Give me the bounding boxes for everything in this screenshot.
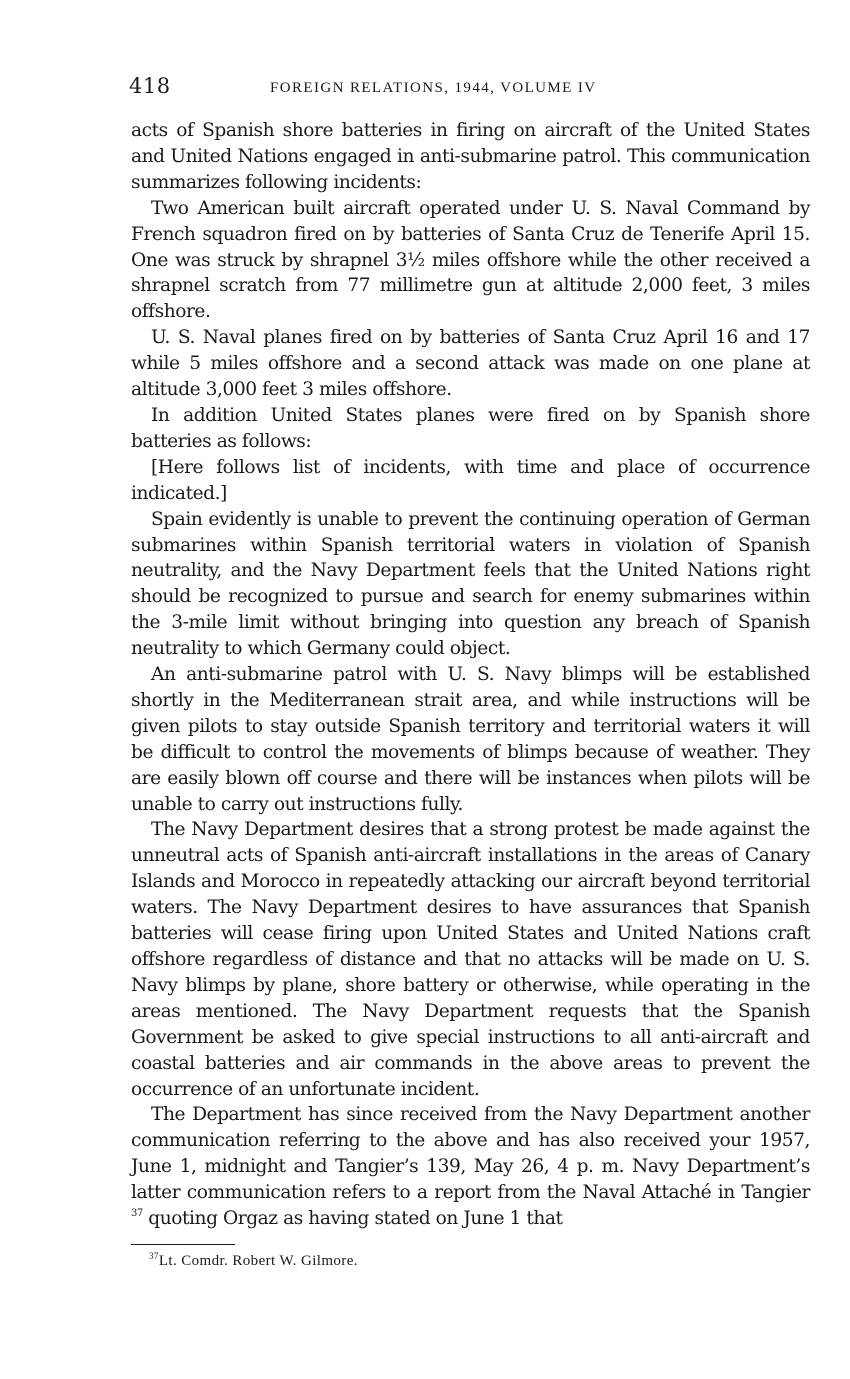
page-header [129, 74, 809, 104]
paragraph [131, 1102, 810, 1232]
paragraph: The Navy Department desires that a strong protest be made against the unneutral acts of Spanish anti-aircraft installations in the areas of Canary Islands and Morocco in repeatedly attacking our aircraft beyond territorial waters. The Navy Department desires to have assurances that Spanish batteries will cease firing upon United States and United Nations craft offshore regardless of distance and that no attacks will be made on U. S. Navy blimps by plane, shore battery or otherwise, while operating in the areas mentioned. The Navy Department requests that the Spanish Government be asked to give special instructions to all anti-aircraft and coastal batteries and air commands in the above areas to prevent the occurrence of an unfortunate incident. [131, 819, 810, 1100]
running-head: FOREIGN RELATIONS, 1944, VOLUME IV [270, 80, 597, 96]
page-number: 418 [129, 74, 171, 98]
paragraph: [Here follows list of incidents, with time and place of occurrence indicated.] [131, 456, 810, 504]
paragraph-text: The Department has since received from the Navy Department another communication referring to the above and has also received your 1957, June 1, midnight and Tangier’s 139, May 26, 4 p. m. Navy Department’s latter communication refers to a report from the Naval Attaché in Tangier [131, 1104, 810, 1204]
paragraph-text: quoting Orgaz as having stated on June 1 that [148, 1208, 563, 1230]
footnote-divider [131, 1244, 235, 1245]
footnote-reference: 37 [131, 1208, 143, 1220]
footnote-text: Lt. Comdr. Robert W. Gilmore. [158, 1253, 358, 1269]
paragraph: Spain evidently is unable to prevent the continuing operation of German submarines within Spanish territorial waters in violation of Spanish neutrality, and the Navy Department feels that the United Nations right should be recognized to pursue and search for enemy submarines within the 3-mile limit without bringing into question any breach of Spanish neutrality to which Germany could object. [131, 508, 810, 660]
footnote [149, 1253, 358, 1270]
paragraph: U. S. Naval planes fired on by batteries of Santa Cruz April 16 and 17 while 5 miles offshore and a second attack was made on one plane at altitude 3,000 feet 3 miles offshore. [131, 327, 810, 401]
footnote-marker: 37 [149, 1251, 159, 1261]
paragraph: An anti-submarine patrol with U. S. Navy blimps will be established shortly in the Mediterranean strait area, and while instructions will be given pilots to stay outside Spanish territory and territorial waters it will be difficult to control the movements of blimps because of weather. They are easily blown off course and there will be instances when pilots will be unable to carry out instructions fully. [131, 664, 810, 815]
paragraph: In addition United States planes were fired on by Spanish shore batteries as follows: [131, 404, 810, 452]
body-text [131, 118, 810, 1232]
paragraph: Two American built aircraft operated under U. S. Naval Command by French squadron fired on by batteries of Santa Cruz de Tenerife April 15. One was struck by shrapnel 3½ miles offshore while the other received a shrapnel scratch from 77 millimetre gun at altitude 2,000 feet, 3 miles offshore. [131, 197, 810, 323]
paragraph: acts of Spanish shore batteries in firing on aircraft of the United States and United Nations engaged in anti-submarine patrol. This communication summarizes following incidents: [131, 120, 810, 193]
